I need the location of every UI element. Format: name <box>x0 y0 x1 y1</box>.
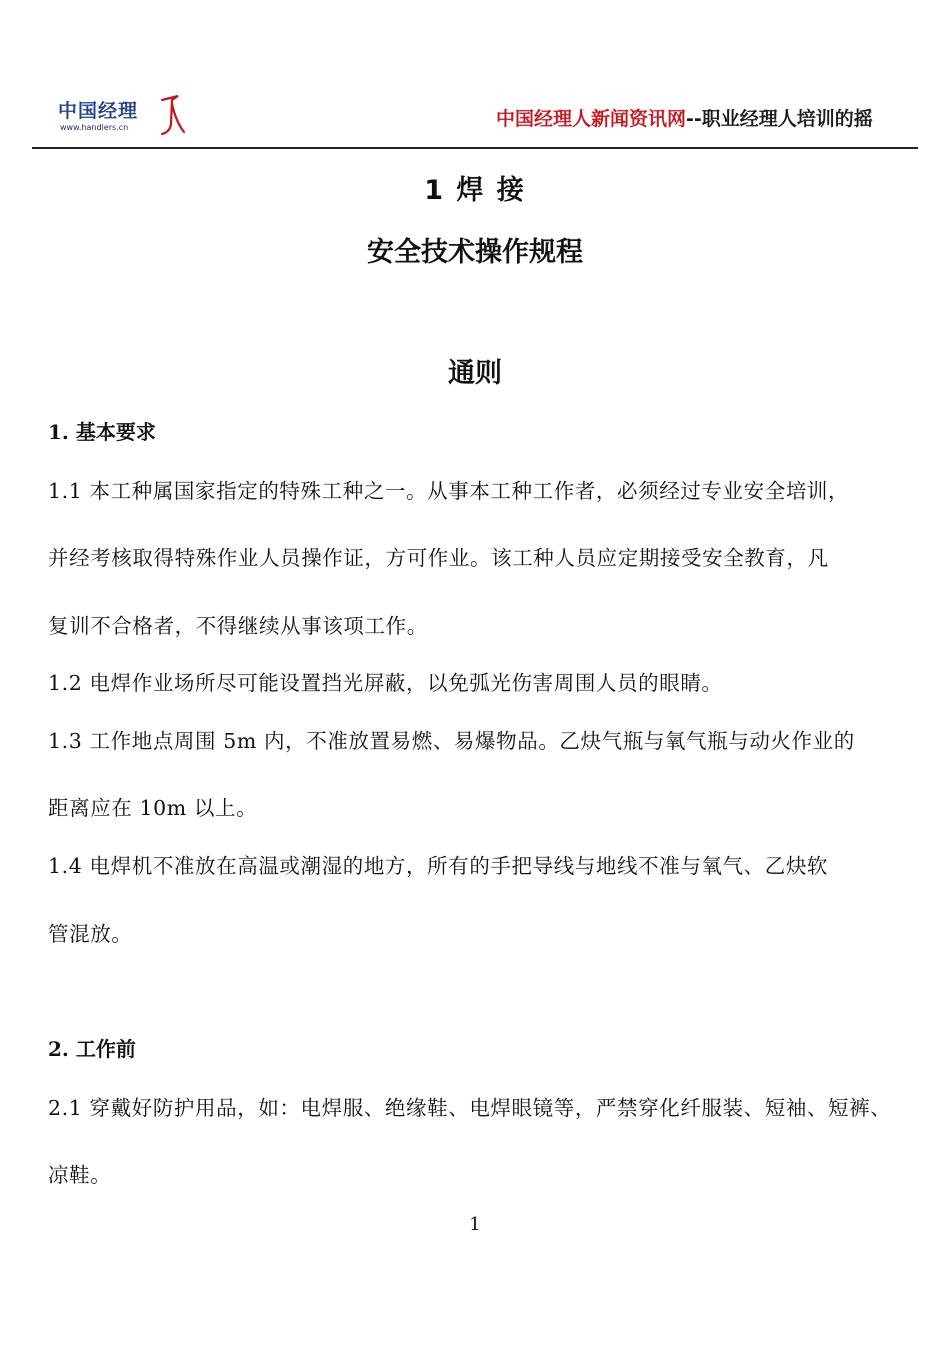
paragraph-line: 管混放。 <box>48 922 133 946</box>
logo-url: www.handlers.cn <box>60 123 129 132</box>
document-subtitle: 安全技术操作规程 <box>367 237 583 268</box>
paragraph-line: 1.1 本工种属国家指定的特殊工种之一。从事本工种工作者，必须经过专业安全培训， <box>48 479 850 503</box>
site-logo[interactable] <box>50 96 190 140</box>
paragraph-line: 复训不合格者，不得继续从事该项工作。 <box>48 614 428 638</box>
slogan-tagline: --职业经理人培训的摇 <box>686 108 873 130</box>
section-title: 通则 <box>448 358 502 389</box>
page-number: 1 <box>469 1214 481 1235</box>
paragraph-line: 距离应在 10m 以上。 <box>48 796 258 820</box>
document-title: 1 焊 接 <box>424 175 526 206</box>
page-header <box>0 0 950 150</box>
paragraph-line: 1.4 电焊机不准放在高温或潮湿的地方，所有的手把导线与地线不准与氧气、乙炔软 <box>48 854 829 878</box>
logo-text: 中国经理 <box>58 100 139 122</box>
slogan-site-name: 中国经理人新闻资讯网 <box>496 108 687 130</box>
paragraph-line: 凉鞋。 <box>48 1163 112 1187</box>
section-heading-basic-requirements: 1. 基本要求 <box>48 420 156 444</box>
paragraph-line: 并经考核取得特殊作业人员操作证，方可作业。该工种人员应定期接受安全教育，凡 <box>48 546 829 570</box>
paragraph-line: 1.3 工作地点周围 5m 内，不准放置易燃、易爆物品。乙炔气瓶与氧气瓶与动火作业的 <box>48 729 855 753</box>
header-divider <box>32 147 918 149</box>
section-heading-before-work: 2. 工作前 <box>48 1037 136 1061</box>
paragraph-line: 2.1 穿戴好防护用品，如：电焊服、绝缘鞋、电焊眼镜等，严禁穿化纤服装、短袖、短裤、 <box>48 1096 892 1120</box>
header-slogan <box>496 100 950 132</box>
paragraph-line: 1.2 电焊作业场所尽可能设置挡光屏蔽，以免弧光伤害周围人员的眼睛。 <box>48 671 723 695</box>
logo-mark-icon <box>158 94 186 136</box>
